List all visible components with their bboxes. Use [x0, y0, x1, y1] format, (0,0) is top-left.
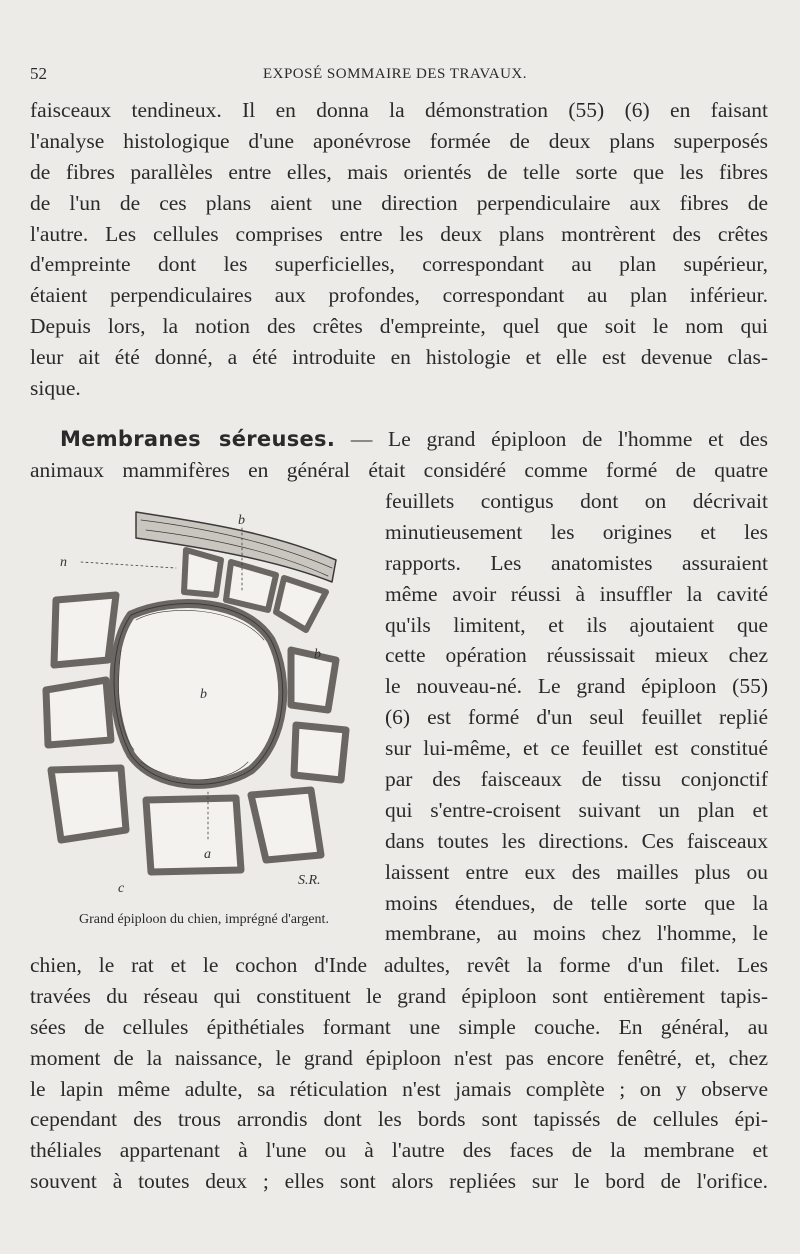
text-line: (6) est formé d'un seul feuillet replié [385, 705, 768, 730]
text-line: étaient perpendiculaires aux profondes, correspondant au plan inférieur. [30, 283, 768, 308]
page-number: 52 [30, 64, 47, 83]
text-line: laissent entre eux des mailles plus ou [385, 859, 768, 884]
text-line: moins étendues, de telle sorte que la [385, 890, 768, 915]
paragraph-crests [30, 95, 768, 404]
text-line: moment de la naissance, le grand épiploon n'est pas encore fenêtré, et, chez [30, 1045, 768, 1070]
text-line: sur lui-même, et ce feuillet est constitué [385, 736, 768, 761]
section-continuation [30, 950, 768, 1197]
text-line: souvent à toutes deux ; elles sont alors repliées sur le bord de l'orifice. [30, 1169, 768, 1194]
figure-label-b-right: b [314, 647, 321, 662]
text-line: d'empreinte dont les superficielles, correspondant au plan supérieur, [30, 252, 768, 277]
text-line: dans toutes les directions. Ces faisceaux [385, 828, 768, 853]
running-head [30, 64, 760, 90]
text-line: de l'un de ces plans aient une direction perpendiculaire aux fibres de [30, 190, 768, 215]
epiploon-illustration [36, 500, 366, 900]
running-head-title: EXPOSÉ SOMMAIRE DES TRAVAUX. [262, 66, 528, 82]
text-line: membrane, au moins chez l'homme, le [385, 921, 768, 946]
figure-label-b-center: b [200, 687, 207, 702]
figure-label-n: n [60, 555, 67, 570]
text-line: leur ait été donné, a été introduite en histologie et elle est devenue clas- [30, 345, 768, 370]
text-line: sique. [30, 376, 81, 401]
text-line: chien, le rat et le cochon d'Inde adultes, revêt la forme d'un filet. Les [30, 953, 768, 977]
section-first-line [30, 424, 768, 455]
text-line: cette opération réussissait mieux chez [385, 643, 768, 668]
text-line: feuillets contigus dont on décrivait [385, 489, 768, 513]
section-first-line-text: — Le grand épiploon de l'homme et des [335, 427, 768, 451]
text-line: animaux mammifères en général était considéré comme formé de quatre [30, 457, 768, 482]
figure-signature: S.R. [298, 873, 321, 888]
text-line: l'autre. Les cellules comprises entre les deux plans montrèrent des crêtes [30, 221, 768, 246]
figure-caption: Grand épiploon du chien, imprégné d'argent. [79, 912, 329, 927]
text-line: Depuis lors, la notion des crêtes d'empreinte, quel que soit le nom qui [30, 314, 768, 339]
text-line: théliales appartenant à l'une ou à l'autre des faces de la membrane et [30, 1138, 768, 1163]
text-line: qui s'entre-croisent suivant un plan et [385, 797, 768, 822]
section-heading: Membranes séreuses. [60, 427, 336, 451]
figure-label-b-top: b [238, 513, 245, 528]
text-line: rapports. Les anatomistes assuraient [385, 550, 768, 575]
text-line: par des faisceaux de tissu conjonctif [385, 767, 768, 792]
text-line: même avoir réussi à insuffler la cavité [385, 581, 768, 606]
text-line: faisceaux tendineux. Il en donna la démonstration (55) (6) en faisant [30, 98, 768, 122]
text-line: cependant des trous arrondis dont les bords sont tapissés de cellules épi- [30, 1107, 768, 1132]
text-line: le nouveau-né. Le grand épiploon (55) [385, 674, 768, 699]
figure-label-a: a [204, 847, 211, 862]
wrapped-text-column [385, 486, 768, 949]
text-line: sées de cellules épithétiales formant une simple couche. En général, au [30, 1014, 768, 1039]
text-line: minutieusement les origines et les [385, 519, 768, 544]
text-line: de fibres parallèles entre elles, mais orientés de telle sorte que les fibres [30, 159, 768, 184]
figure-label-c: c [118, 881, 125, 896]
epiploon-figure [36, 500, 366, 900]
section-opening [30, 424, 768, 486]
text-line: l'analyse histologique d'une aponévrose formée de deux plans superposés [30, 128, 768, 153]
text-line: le lapin même adulte, sa réticulation n'est jamais complète ; on y observe [30, 1076, 768, 1101]
text-line: travées du réseau qui constituent le grand épiploon sont entièrement tapis- [30, 983, 768, 1008]
text-line: qu'ils limitent, et ils ajoutaient que [385, 612, 768, 637]
